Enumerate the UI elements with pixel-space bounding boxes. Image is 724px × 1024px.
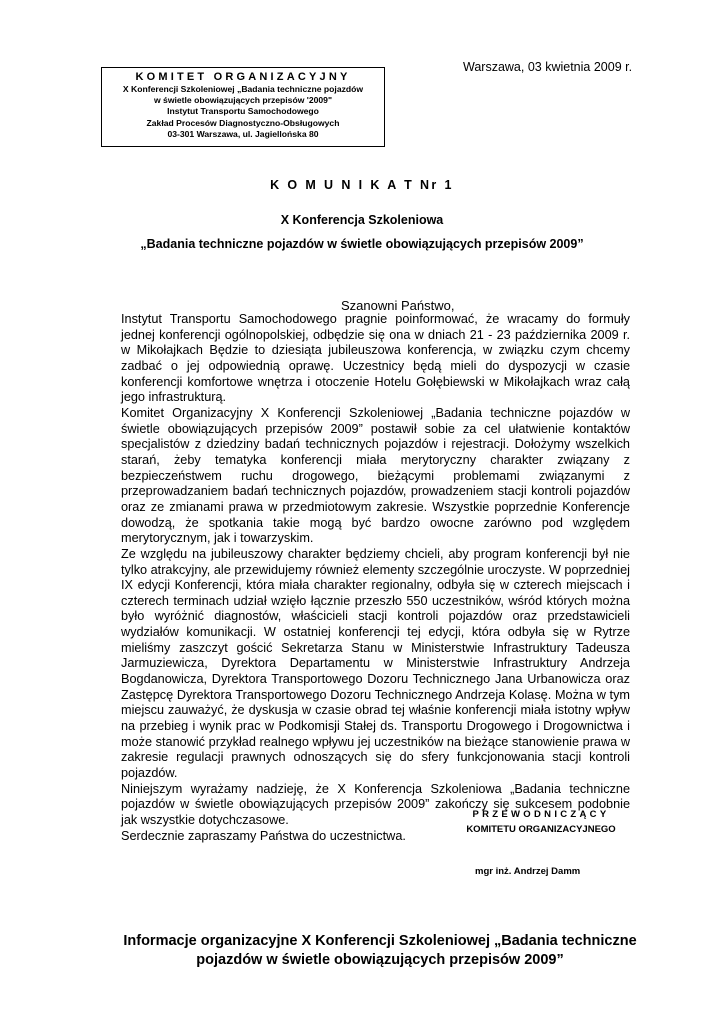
org-box-line: X Konferencji Szkoleniowej „Badania techniczne pojazdów (122, 84, 364, 94)
paragraph: Serdecznie zapraszamy Państwa do uczestnictwa. (121, 828, 406, 843)
org-box-line: Instytut Transportu Samochodowego (167, 106, 319, 117)
greeting: Szanowni Państwo, (341, 298, 455, 313)
org-box-line: Zakład Procesów Diagnostyczno-Obsługowych (146, 117, 340, 128)
committee-label: KOMITETU ORGANIZACYJNEGO (466, 824, 616, 835)
letter-body (121, 312, 630, 844)
org-box-line: w świetle obowiązujących przepisów '2009" (153, 95, 333, 106)
conference-subtitle: „Badania techniczne pojazdów w świetle obowiązujących przepisów 2009” (140, 237, 584, 251)
chairman-title: PRZEWODNICZĄCY (472, 809, 610, 820)
paragraph: Ze względu na jubileuszowy charakter będziemy chcieli, aby program konferencji był nie tylko atrakcyjny, ale przewidujemy również elementy szczególnie uroczyste. W poprzedniej IX edycji Konferencji, która miała charakter regionalny, odbyła się w czterech miejscach i czterech terminach udział wzięło łącznie przeszło 550 uczestników, wśród których można było wyróżnić diagnostów, właścicieli stacji kontroli pojazdów oraz przedstawicieli wydziałów komunikacji. W ostatniej konferencji tej edycji, która odbyła się w Rytrze mieliśmy zaszczyt gościć Sekretarza Stanu w Ministerstwie Infrastruktury Tadeusza Jarmuziewicza, Dyrektora Departamentu w Ministerstwie Infrastruktury Andrzeja Bogdanowicza, Dyrektora Transportowego Dozoru Technicznego Jana Urbanowicza oraz Zastępcę Dyrektora Transportowego Dozoru Technicznego Andrzeja Kolasę. Można w tym miejscu zauważyć, że dyskusja w czasie obrad tej właśnie konferencji miała istotny wpływ na przebieg i wynik prac w Podkomisji Stałej ds. Transportu Drogowego i Drogownictwa i może stanowić przykład realnego wpływu jej uczestników na bieżące stanowienie prawa w zakresie regulacji prawnych odnoszących się do sfery funkcjonowania stacji kontroli pojazdów. (121, 546, 630, 781)
signatory-name: mgr inż. Andrzej Damm (475, 866, 581, 877)
paragraph: Komitet Organizacyjny X Konferencji Szkoleniowej „Badania techniczne pojazdów w świetle obowiązujących przepisów 2009” postawił sobie za cel ułatwienie kontaktów specjalistów z dziedziny badań technicznych pojazdów i rejestracji. Dołożymy wszelkich starań, żeby tematyka konferencji miała merytoryczny charakter związany z bezpieczeństwem ruchu drogowego, bieżącymi problemami związanymi z przeprowadzaniem badań technicznych pojazdów, prowadzeniem stacji kontroli pojazdów oraz ze zmianami prawa w przedmiotowym zakresie. Wszystkie poprzednie Konferencje dowodzą, że spotkania takie mogą być bardzo owocne zarówno pod względem merytorycznym, jak i towarzyskim. (121, 405, 630, 546)
organizational-info-heading: Informacje organizacyjne X Konferencji Szkoleniowej „Badania techniczne pojazdów w świetle obowiązujących przepisów 2009” (123, 933, 637, 968)
organizing-committee-box (101, 67, 385, 147)
document-date: Warszawa, 03 kwietnia 2009 r. (463, 60, 633, 74)
conference-title: X Konferencja Szkoleniowa (280, 213, 444, 227)
org-box-title: KOMITET ORGANIZACYJNY (135, 71, 351, 83)
communique-heading: K O M U N I K A T Nr 1 (270, 178, 454, 192)
paragraph: Instytut Transportu Samochodowego pragnie poinformować, że wracamy do formuły jednej konferencji ogólnopolskiej, odbędzie się ona w dniach 21 - 23 października 2009 r. w Mikołajkach Będzie to dziesiąta jubileuszowa konferencja, w związku czym chcemy zadbać o jej odpowiednią oprawę. Uczestnicy będą mieli do dyspozycji w czasie konferencji komfortowe wnętrza i otoczenie Hotelu Gołębiewski w Mikołajkach wraz całą jego infrastrukturą. (121, 312, 630, 405)
org-box-line: 03-301 Warszawa, ul. Jagiellońska 80 (167, 128, 319, 139)
paragraph: Niniejszym wyrażamy nadzieję, że X Konferencja Szkoleniowa „Badania techniczne pojazdów w świetle obowiązujących przepisów 2009” zakończy się sukcesem podobnie jak wszystkie dotychczasowe. (121, 781, 630, 827)
